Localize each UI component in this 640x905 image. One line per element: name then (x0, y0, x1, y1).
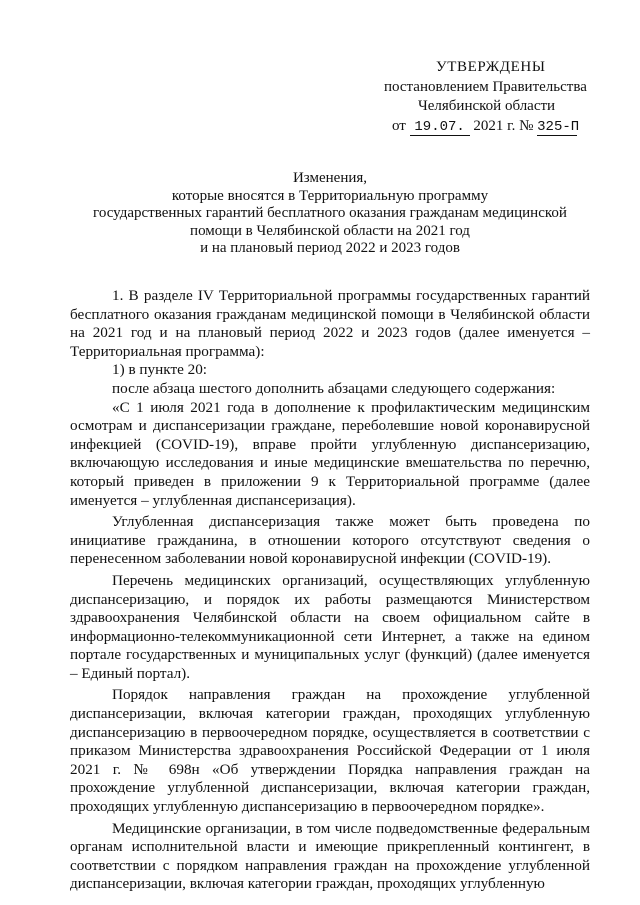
approval-date-year: 2021 г. № (473, 117, 534, 134)
body-paragraph: 1. В разделе IV Территориальной программы государственных гарантий бесплатного оказания гражданам медицинской помощи в Челябинской области на 2021 год и на плановый период 2022 и 2023 годов (далее именуется – Территориальная программа): (70, 287, 590, 360)
body-paragraph: после абзаца шестого дополнить абзацами следующего содержания: (112, 379, 556, 397)
heading-line: и на плановый период 2022 и 2023 годов (200, 240, 460, 256)
body-paragraph: Порядок направления граждан на прохождение углубленной диспансеризации, включая категории граждан, проходящих углубленную диспансеризацию в первоочередном порядке, осуществляется в соответствии с приказом Министерства здравоохранения Российской Федерации от 1 июля 2021 г. № 698н «Об утверждении Порядка направления граждан на прохождение углубленной диспансеризации, включая категории граждан, проходящих углубленную диспансеризацию в первоочередном порядке». (70, 686, 590, 816)
body-paragraph: Углубленная диспансеризация также может быть проведена по инициативе гражданина, в отношении которого отсутствуют сведения о перенесенном заболевании новой коронавирусной инфекции (COVID-19). (70, 513, 590, 568)
heading-line: Изменения, (292, 170, 368, 186)
approval-date-value: 19.07. (410, 120, 470, 136)
approval-region: Челябинской области (418, 98, 556, 114)
approval-date-line (384, 117, 594, 137)
heading-line: государственных гарантий бесплатного оказания гражданам медицинской (93, 205, 567, 221)
approval-title: УТВЕРЖДЕНЫ (436, 59, 546, 75)
heading-line: которые вносятся в Территориальную программу (171, 187, 489, 204)
body-paragraph: 1) в пункте 20: (112, 361, 208, 379)
document-body (70, 287, 590, 894)
heading-line: помощи в Челябинской области на 2021 год (190, 222, 470, 239)
document-heading (60, 170, 600, 258)
approval-date-prefix: от (392, 117, 406, 134)
approval-issuer: постановлением Правительства (384, 78, 587, 95)
approval-block (384, 58, 594, 136)
body-paragraph: «С 1 июля 2021 года в дополнение к профилактическим медицинским осмотрам и диспансеризации граждане, переболевшие новой коронавирусной инфекцией (COVID-19), вправе пройти углубленную диспансеризацию, включающую исследования и иные медицинские вмешательства по перечню, который приведен в приложении 9 к Территориальной программе (далее именуется – углубленная диспансеризация). (70, 398, 590, 509)
body-paragraph: Медицинские организации, в том числе подведомственные федеральным органам исполнительной власти и имеющие прикрепленный контингент, в соответствии с порядком направления граждан на прохождение углубленной диспансеризации, включая категории граждан, проходящих углубленную (70, 819, 590, 893)
approval-doc-number: 325-П (537, 118, 580, 135)
body-paragraph: Перечень медицинских организаций, осуществляющих углубленную диспансеризацию, и порядок их работы размещаются Министерством здравоохранения Челябинской области на своем официальном сайте в информационно-телекоммуникационной сети Интернет, а также на едином портале государственных и муниципальных услуг (функций) (далее именуется – Единый портал). (70, 571, 590, 682)
